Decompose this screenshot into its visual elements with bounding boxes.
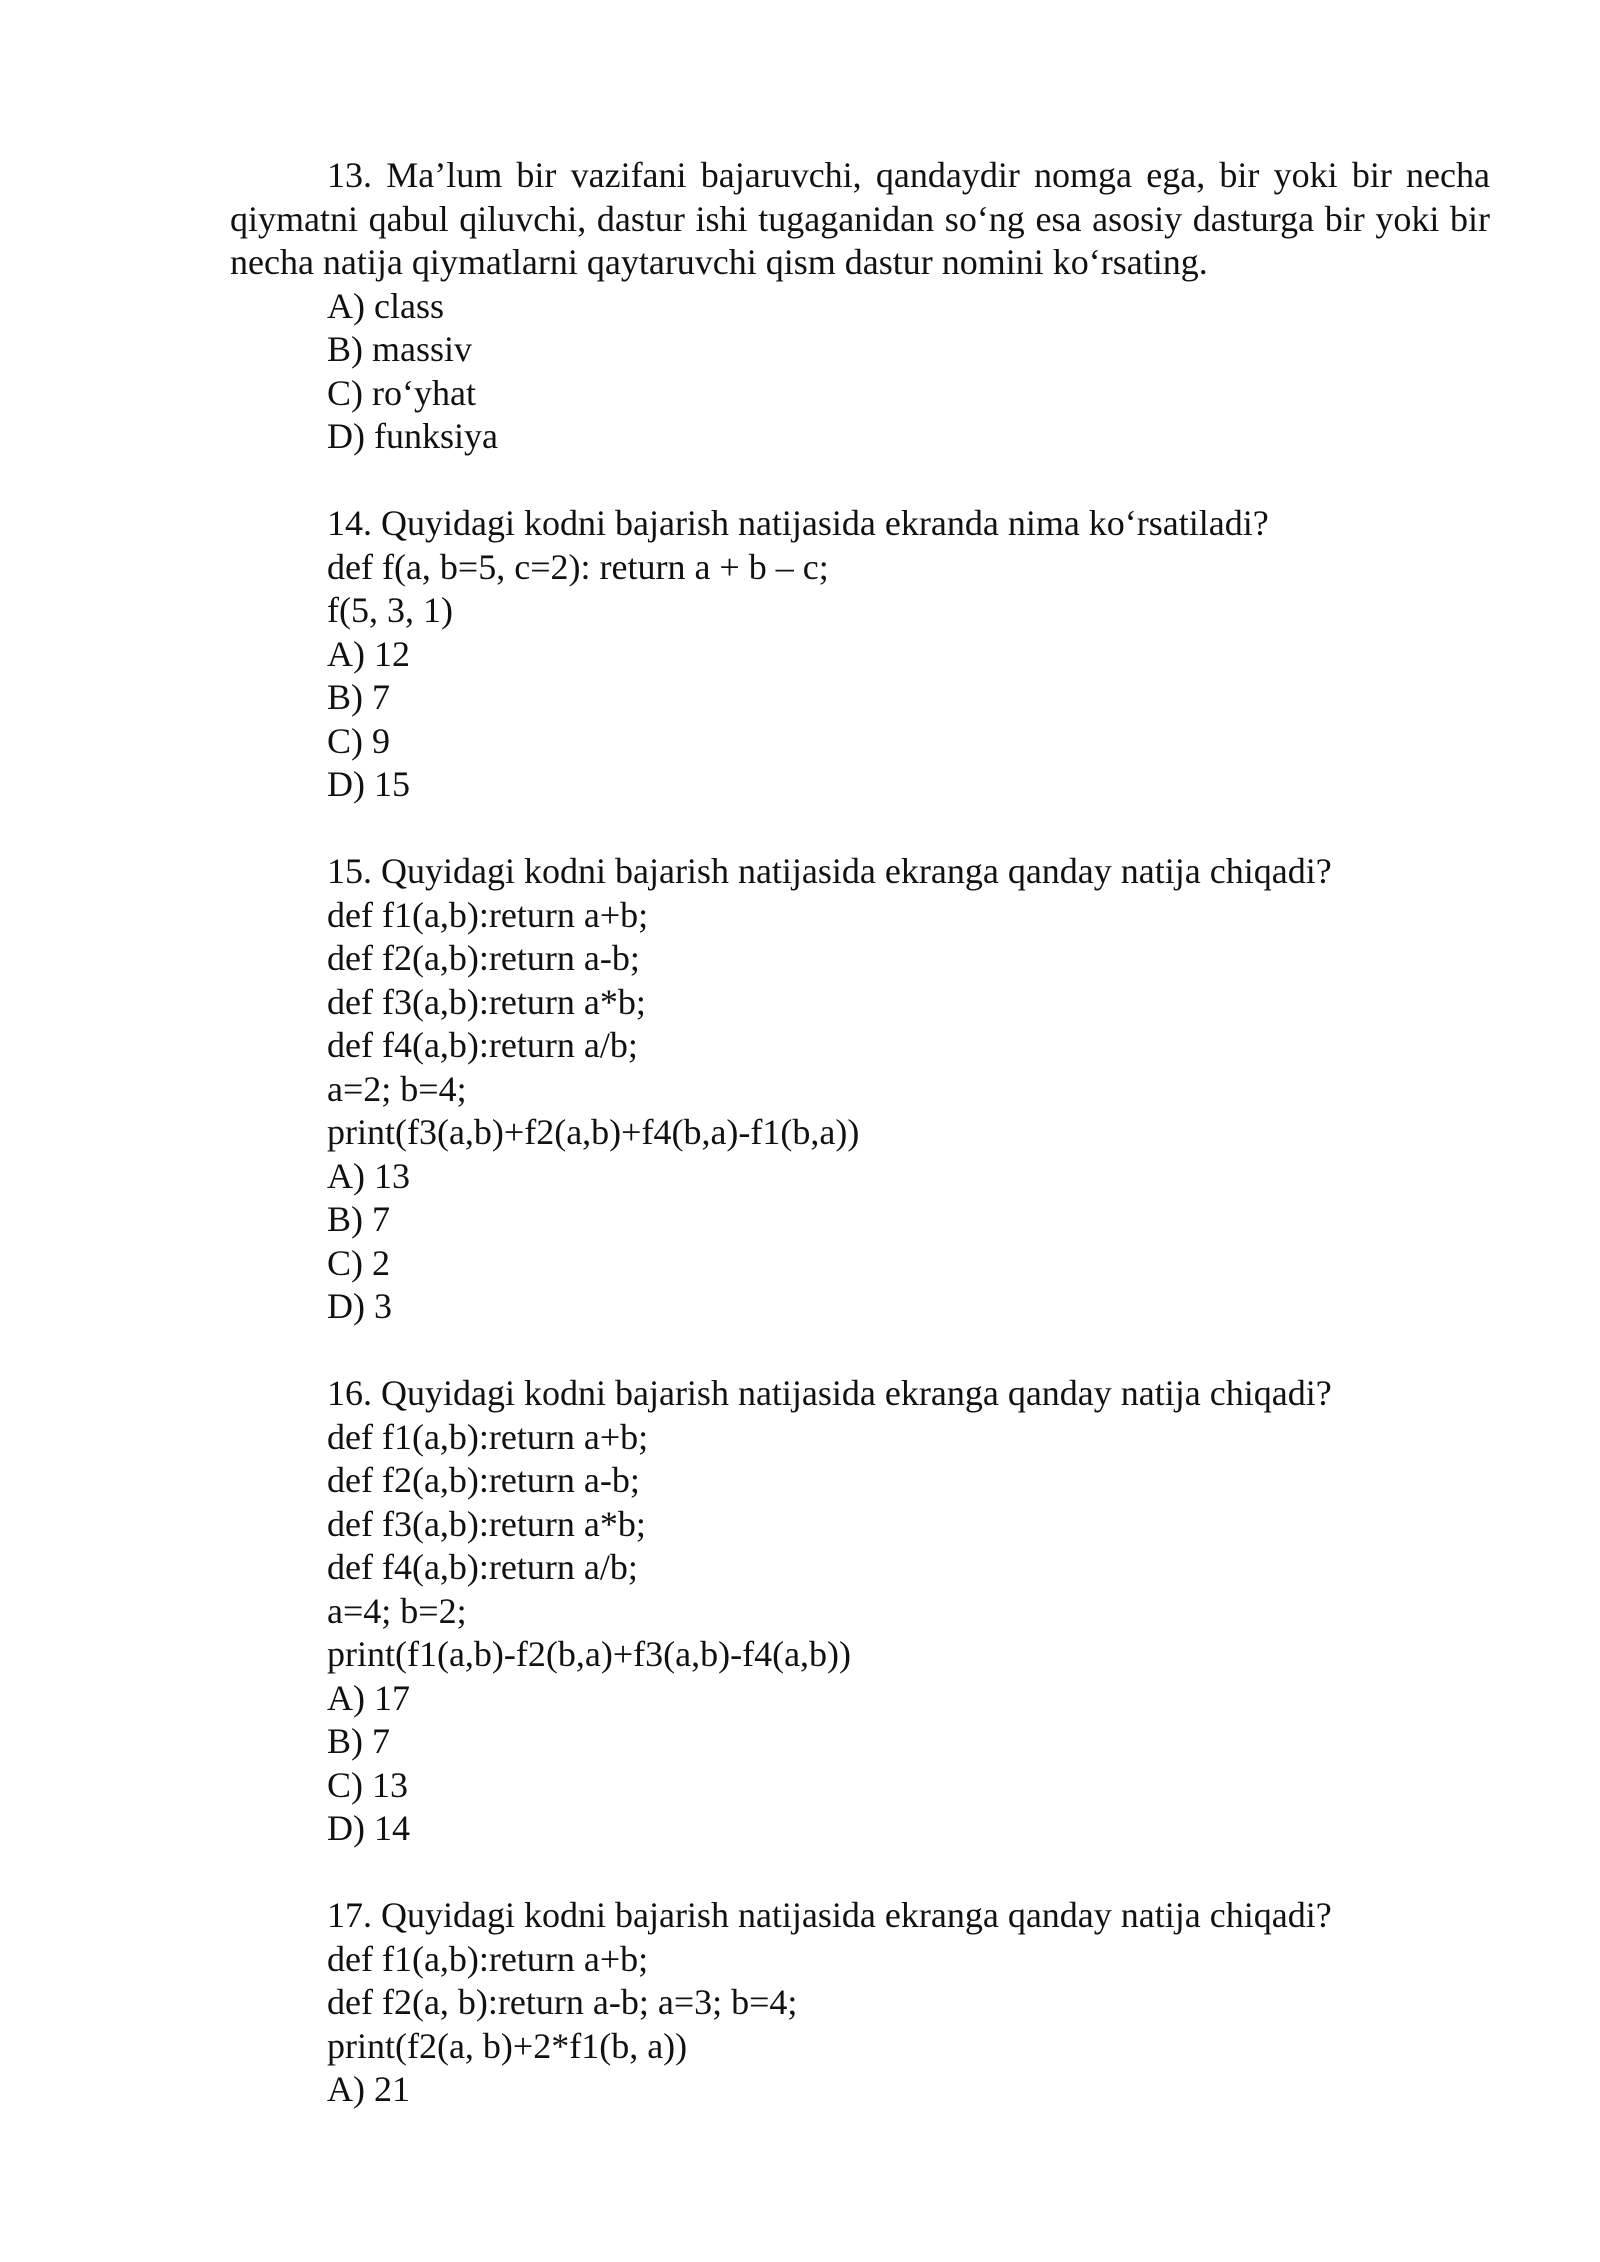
option-a: A) 13 [327,1155,410,1196]
code-line: def f3(a,b):return a*b; [327,981,646,1022]
option-c: C) 2 [327,1242,390,1283]
option-c: C) 13 [327,1764,408,1805]
question-text: 14. Quyidagi kodni bajarish natijasida ekranda nima ko‘rsatiladi? [327,503,1269,543]
code-line: a=4; b=2; [327,1590,467,1631]
code-line: def f(a, b=5, c=2): return a + b – c; [327,546,829,587]
question-text: 17. Quyidagi kodni bajarish natijasida ekranga qanday natija chiqadi? [327,1895,1332,1935]
option-d: D) funksiya [327,416,498,456]
question-13 [230,154,1490,459]
code-line: def f2(a,b):return a-b; [327,1460,640,1500]
question-17 [230,1894,1490,2112]
option-a: A) class [327,285,444,326]
code-line: def f3(a,b):return a*b; [327,1503,646,1544]
code-line: print(f2(a, b)+2*f1(b, a)) [327,2025,688,2066]
option-b: B) 7 [327,1721,390,1761]
option-d: D) 14 [327,1808,410,1848]
code-line: def f1(a,b):return a+b; [327,1938,649,1979]
code-line: def f1(a,b):return a+b; [327,1416,649,1457]
code-line: def f2(a, b):return a-b; a=3; b=4; [327,1982,798,2022]
option-b: B) 7 [327,677,390,717]
option-d: D) 3 [327,1286,392,1326]
option-a: A) 17 [327,1677,410,1718]
code-line: f(5, 3, 1) [327,590,453,630]
code-line: print(f1(a,b)-f2(b,a)+f3(a,b)-f4(a,b)) [327,1634,852,1674]
code-line: def f1(a,b):return a+b; [327,894,649,935]
code-line: a=2; b=4; [327,1068,467,1109]
question-text: 15. Quyidagi kodni bajarish natijasida ekranga qanday natija chiqadi? [327,851,1332,891]
code-line: def f4(a,b):return a/b; [327,1547,638,1587]
code-line: def f2(a,b):return a-b; [327,938,640,978]
question-text: 16. Quyidagi kodni bajarish natijasida ekranga qanday natija chiqadi? [327,1373,1332,1413]
question-14 [230,502,1490,807]
code-line: print(f3(a,b)+f2(a,b)+f4(b,a)-f1(b,a)) [327,1112,860,1152]
option-b: B) massiv [327,329,473,369]
question-16 [230,1372,1490,1851]
option-c: C) ro‘yhat [327,372,476,413]
option-c: C) 9 [327,720,390,761]
option-a: A) 21 [327,2069,410,2109]
question-15 [230,850,1490,1329]
question-text: 13. Ma’lum bir vazifani bajaruvchi, qandaydir nomga ega, bir yoki bir necha qiymatni qabul qiluvchi, dastur ishi tugaganidan so‘ng esa asosiy dasturga bir yoki bir necha natija qiymatlarni qaytaruvchi qism dastur nomini ko‘rsating. [230,155,1490,282]
code-line: def f4(a,b):return a/b; [327,1025,638,1065]
option-b: B) 7 [327,1199,390,1239]
option-d: D) 15 [327,764,410,804]
option-a: A) 12 [327,633,410,674]
